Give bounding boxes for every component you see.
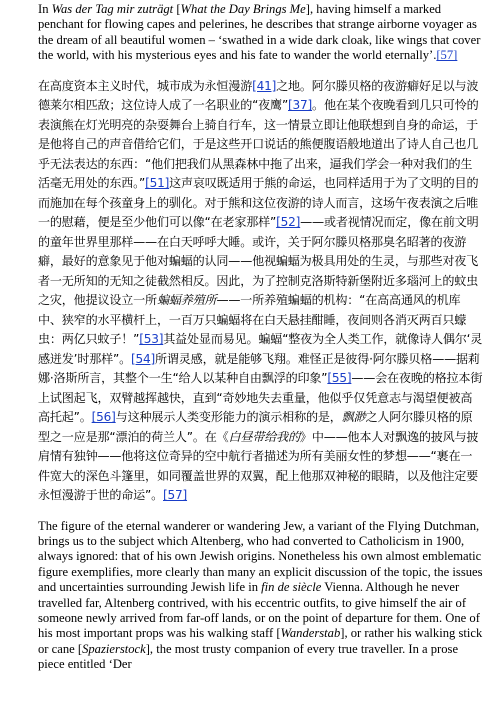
book-title-translation-italic: What the Day Brings Me xyxy=(180,2,306,16)
footnote-link-57[interactable]: [57] xyxy=(163,488,188,503)
text-segment: In xyxy=(38,2,52,16)
text-segment: The figure of the eternal wanderer or wandering Jew, a variant of the Flying Dutchman, brings us to the subject which Altenberg, who had converted to Catholicism in 1900, always ignored: that of his own Jewish origins. Nonetheless his own almost emblematic figure exemplifies, more clearly than many an explicit discussion of the topic, the issues and uncertainties surrounding Jewish life in xyxy=(38,518,483,595)
text-segment: 这声哀叹既适用于熊的命运，也同样适用于为了文明的目的而施加在每个孩童身上的驯化。对于熊和这位夜游的诗人而言，这场午夜表演之后唯一的慰藉，便是至少他们可以像“在老家那样” xyxy=(38,176,479,230)
footnote-link-57[interactable]: [57] xyxy=(436,48,458,63)
text-segment: 其益处显而易见。蝙蝠“整夜为全人类工作，就像诗人偶尔‘灵感迸发’时那样”。 xyxy=(38,332,483,366)
footnote-link-51[interactable]: [51] xyxy=(145,176,170,191)
footnote-link-54[interactable]: [54] xyxy=(130,351,155,366)
text-segment: ——会在夜晚的格拉本街上试图起飞，双臂越挥越快，直到“奇妙地失去重量，他似乎仅凭意志与渴望便被高高托起”。 xyxy=(38,371,483,425)
paragraph-chinese-translation xyxy=(38,77,484,506)
text-segment: 。他在某个夜晚看到几只可怜的表演熊在灯光明亮的杂耍舞台上骑自行车，这一情景立即让他联想到自身的命运，于是他将自己的声音借给它们，于是这些开口说话的熊便腹语般地道出了诗人自己也几乎无法表达的东西：“他们把我们从黑森林中拖了出来，逼我们学会一种对我们的生活毫无用处的东西。” xyxy=(38,98,479,191)
footnote-link-53[interactable]: [53] xyxy=(139,332,164,347)
book-title-italic: Was der Tag mir zuträgt xyxy=(51,2,174,16)
text-segment: 》中——他本人对飘逸的披风与披肩情有独钟——他将这位奇异的空中航行者描述为所有美丽女性的梦想——“裹在一件宽大的深色斗篷里，如同覆盖世界的双翼，配上他那双神秘的眼睛，以及他注定要永恒漫游于世的命运”。 xyxy=(38,429,479,503)
footnote-link-37[interactable]: [37] xyxy=(288,98,313,113)
text-segment: ], having himself a marked penchant for flowing capes and pelerines, he describes that strange airborne voyager as the dream of all beautiful women – ‘swathed in a wide dark cloak, like wings that cover the world, with his mysterious eyes and his fate to wander the world eternally’. xyxy=(38,2,481,63)
text-segment: 在高度资本主义时代，城市成为永恒漫游 xyxy=(38,78,253,93)
italic-term: Wanderstab xyxy=(280,626,341,641)
footnote-link-56[interactable]: [56] xyxy=(91,410,116,425)
footnote-link-55[interactable]: [55] xyxy=(327,371,352,386)
text-segment: ——或者视情况而定，像在前文明的童年世界里那样——在白天呼呼大睡。或许，关于阿尔滕贝格那臭名昭著的夜游癖，最好的意象见于他对蝙蝠的认同——他视蝙蝠为极具用处的生灵，与那些对夜飞者一无所知的无知之徒截然相反。因此，为了控制克洛斯特新堡附近多瑙河上的蚊虫之灾，他提议设立一所 xyxy=(38,215,479,308)
footnote-link-52[interactable]: [52] xyxy=(276,215,301,230)
italic-term: Spazierstock xyxy=(82,641,146,656)
text-segment: ], or rather his walking stick or cane [ xyxy=(38,626,483,656)
text-segment: Vienna. Although he never travelled far, Altenberg contrived, with his eccentric outfits, to give himself the air of someone newly arrived from far-off lands, or on the point of departure for them. One of his most important props was his walking staff [ xyxy=(38,580,480,641)
italic-term: 蝙蝠养殖所 xyxy=(156,293,217,308)
text-segment: [ xyxy=(173,2,181,16)
book-title-italic: 白昼带给我的 xyxy=(228,429,300,444)
text-segment: ], the most trusty companion of every true traveller. In a prose piece entitled ‘Der xyxy=(38,641,459,672)
text-segment: 之地。阿尔滕贝格的夜游癖好足以与波德莱尔相匹敌；这位诗人成了一名职业的“夜鹰” xyxy=(38,78,479,113)
italic-term: 飘渺 xyxy=(341,410,366,425)
text-segment: 与这种展示人类变形能力的演示相称的是， xyxy=(115,410,342,425)
text-segment: 之人阿尔滕贝格的原型之一应是那“漂泊的荷兰人”。在《 xyxy=(38,410,473,444)
paragraph-english-intro xyxy=(38,2,484,64)
paragraph-english-wanderer xyxy=(38,519,484,673)
text-segment: ——一所养殖蝙蝠的机构：“在高高通风的机库中、狭窄的水平横杆上，一百万只蝙蝠将在白天悬挂酣睡，夜间则各消灭两百只蠓虫：两亿只蚊子！” xyxy=(38,293,467,347)
footnote-link-41[interactable]: [41] xyxy=(252,78,277,93)
italic-term: fin de siècle xyxy=(261,580,322,595)
text-segment: 所谓灵感，就是能够飞翔。难怪正是彼得·阿尔滕贝格——据莉娜·洛斯所言，其整个一生“给人以某种自由飘浮的印象” xyxy=(38,351,480,386)
